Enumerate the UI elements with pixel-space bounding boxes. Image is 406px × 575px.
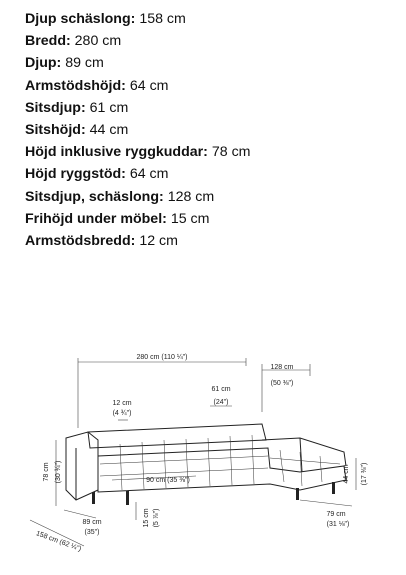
spec-label: Sitsdjup bbox=[25, 99, 81, 116]
sofa-illustration bbox=[66, 424, 346, 505]
spec-row: Armstödshöjd: 64 cm bbox=[25, 77, 169, 94]
spec-value: 280 cm bbox=[74, 33, 122, 50]
depth-label: 89 cm bbox=[82, 519, 102, 526]
spec-list bbox=[25, 8, 397, 252]
spec-row: Bredd: 280 cm bbox=[25, 33, 122, 50]
height-inch-label: (30 ¾") bbox=[55, 460, 62, 484]
spec-label: Sitsdjup, schäslong bbox=[25, 188, 160, 205]
depth-inch-label: (35") bbox=[84, 529, 100, 536]
spec-value: 12 cm bbox=[139, 233, 178, 250]
spec-value: 128 cm bbox=[167, 188, 215, 205]
spec-value: 61 cm bbox=[89, 99, 129, 116]
spec-row: Armstödsbredd: 12 cm bbox=[25, 233, 178, 250]
spec-label: Bredd bbox=[25, 33, 66, 50]
spec-value: 64 cm bbox=[129, 166, 169, 183]
chaise-seat-depth-inch-label: (50 ⅜") bbox=[270, 380, 294, 387]
clearance-label: 15 cm bbox=[143, 508, 150, 528]
spec-label: Höjd ryggstöd bbox=[25, 166, 122, 183]
height-label: 78 cm bbox=[43, 462, 50, 482]
spec-label: Armstödshöjd bbox=[25, 77, 122, 94]
spec-label: Armstödsbredd bbox=[25, 233, 131, 250]
spec-label: Höjd inklusive ryggkuddar bbox=[25, 144, 204, 161]
spec-row: Sitshöjd: 44 cm bbox=[25, 122, 129, 139]
spec-value: 158 cm bbox=[139, 11, 186, 27]
chaise-depth-label: 158 cm (62 ¼") bbox=[34, 530, 83, 554]
chaise-seat-depth-label: 128 cm bbox=[270, 364, 294, 371]
spec-row: Djup schäslong: 158 cm bbox=[25, 11, 186, 27]
armrest-width-label: 12 cm bbox=[112, 400, 132, 407]
spec-row: Höjd inklusive ryggkuddar: 78 cm bbox=[25, 144, 251, 161]
spec-row: Höjd ryggstöd: 64 cm bbox=[25, 166, 169, 183]
armrest-width-inch-label: (4 ¾") bbox=[112, 410, 132, 417]
chaise-width-label: 79 cm bbox=[326, 511, 346, 518]
spec-value: 15 cm bbox=[170, 210, 210, 227]
spec-row: Sitsdjup: 61 cm bbox=[25, 99, 129, 116]
spec-value: 78 cm bbox=[211, 144, 251, 161]
seat-height-inch-label: (17 ⅜") bbox=[361, 462, 368, 486]
spec-label: Sitshöjd bbox=[25, 122, 81, 139]
spec-value: 44 cm bbox=[89, 122, 129, 139]
width-label: 280 cm (110 ¼") bbox=[136, 354, 188, 361]
spec-label: Djup bbox=[25, 55, 57, 72]
spec-row: Sitsdjup, schäslong: 128 cm bbox=[25, 188, 215, 205]
seat-depth-label: 61 cm bbox=[211, 386, 231, 393]
clearance-inch-label: (5 ⅞") bbox=[153, 508, 160, 528]
spec-label: Djup schäslong bbox=[25, 11, 131, 27]
spec-label: Frihöjd under möbel bbox=[25, 210, 163, 227]
seat-depth-inch-label: (24") bbox=[213, 399, 229, 406]
spec-row: Djup: 89 cm bbox=[25, 55, 104, 72]
sofa-dimension-diagram bbox=[0, 340, 406, 575]
chaise-width-inch-label: (31 ⅛") bbox=[326, 521, 350, 528]
seat-width-label: 90 cm (35 ⅜") bbox=[146, 477, 190, 484]
spec-value: 89 cm bbox=[65, 55, 104, 72]
spec-row: Frihöjd under möbel: 15 cm bbox=[25, 210, 210, 227]
seat-height-label: 44 cm bbox=[343, 464, 350, 484]
spec-value: 64 cm bbox=[129, 77, 169, 94]
